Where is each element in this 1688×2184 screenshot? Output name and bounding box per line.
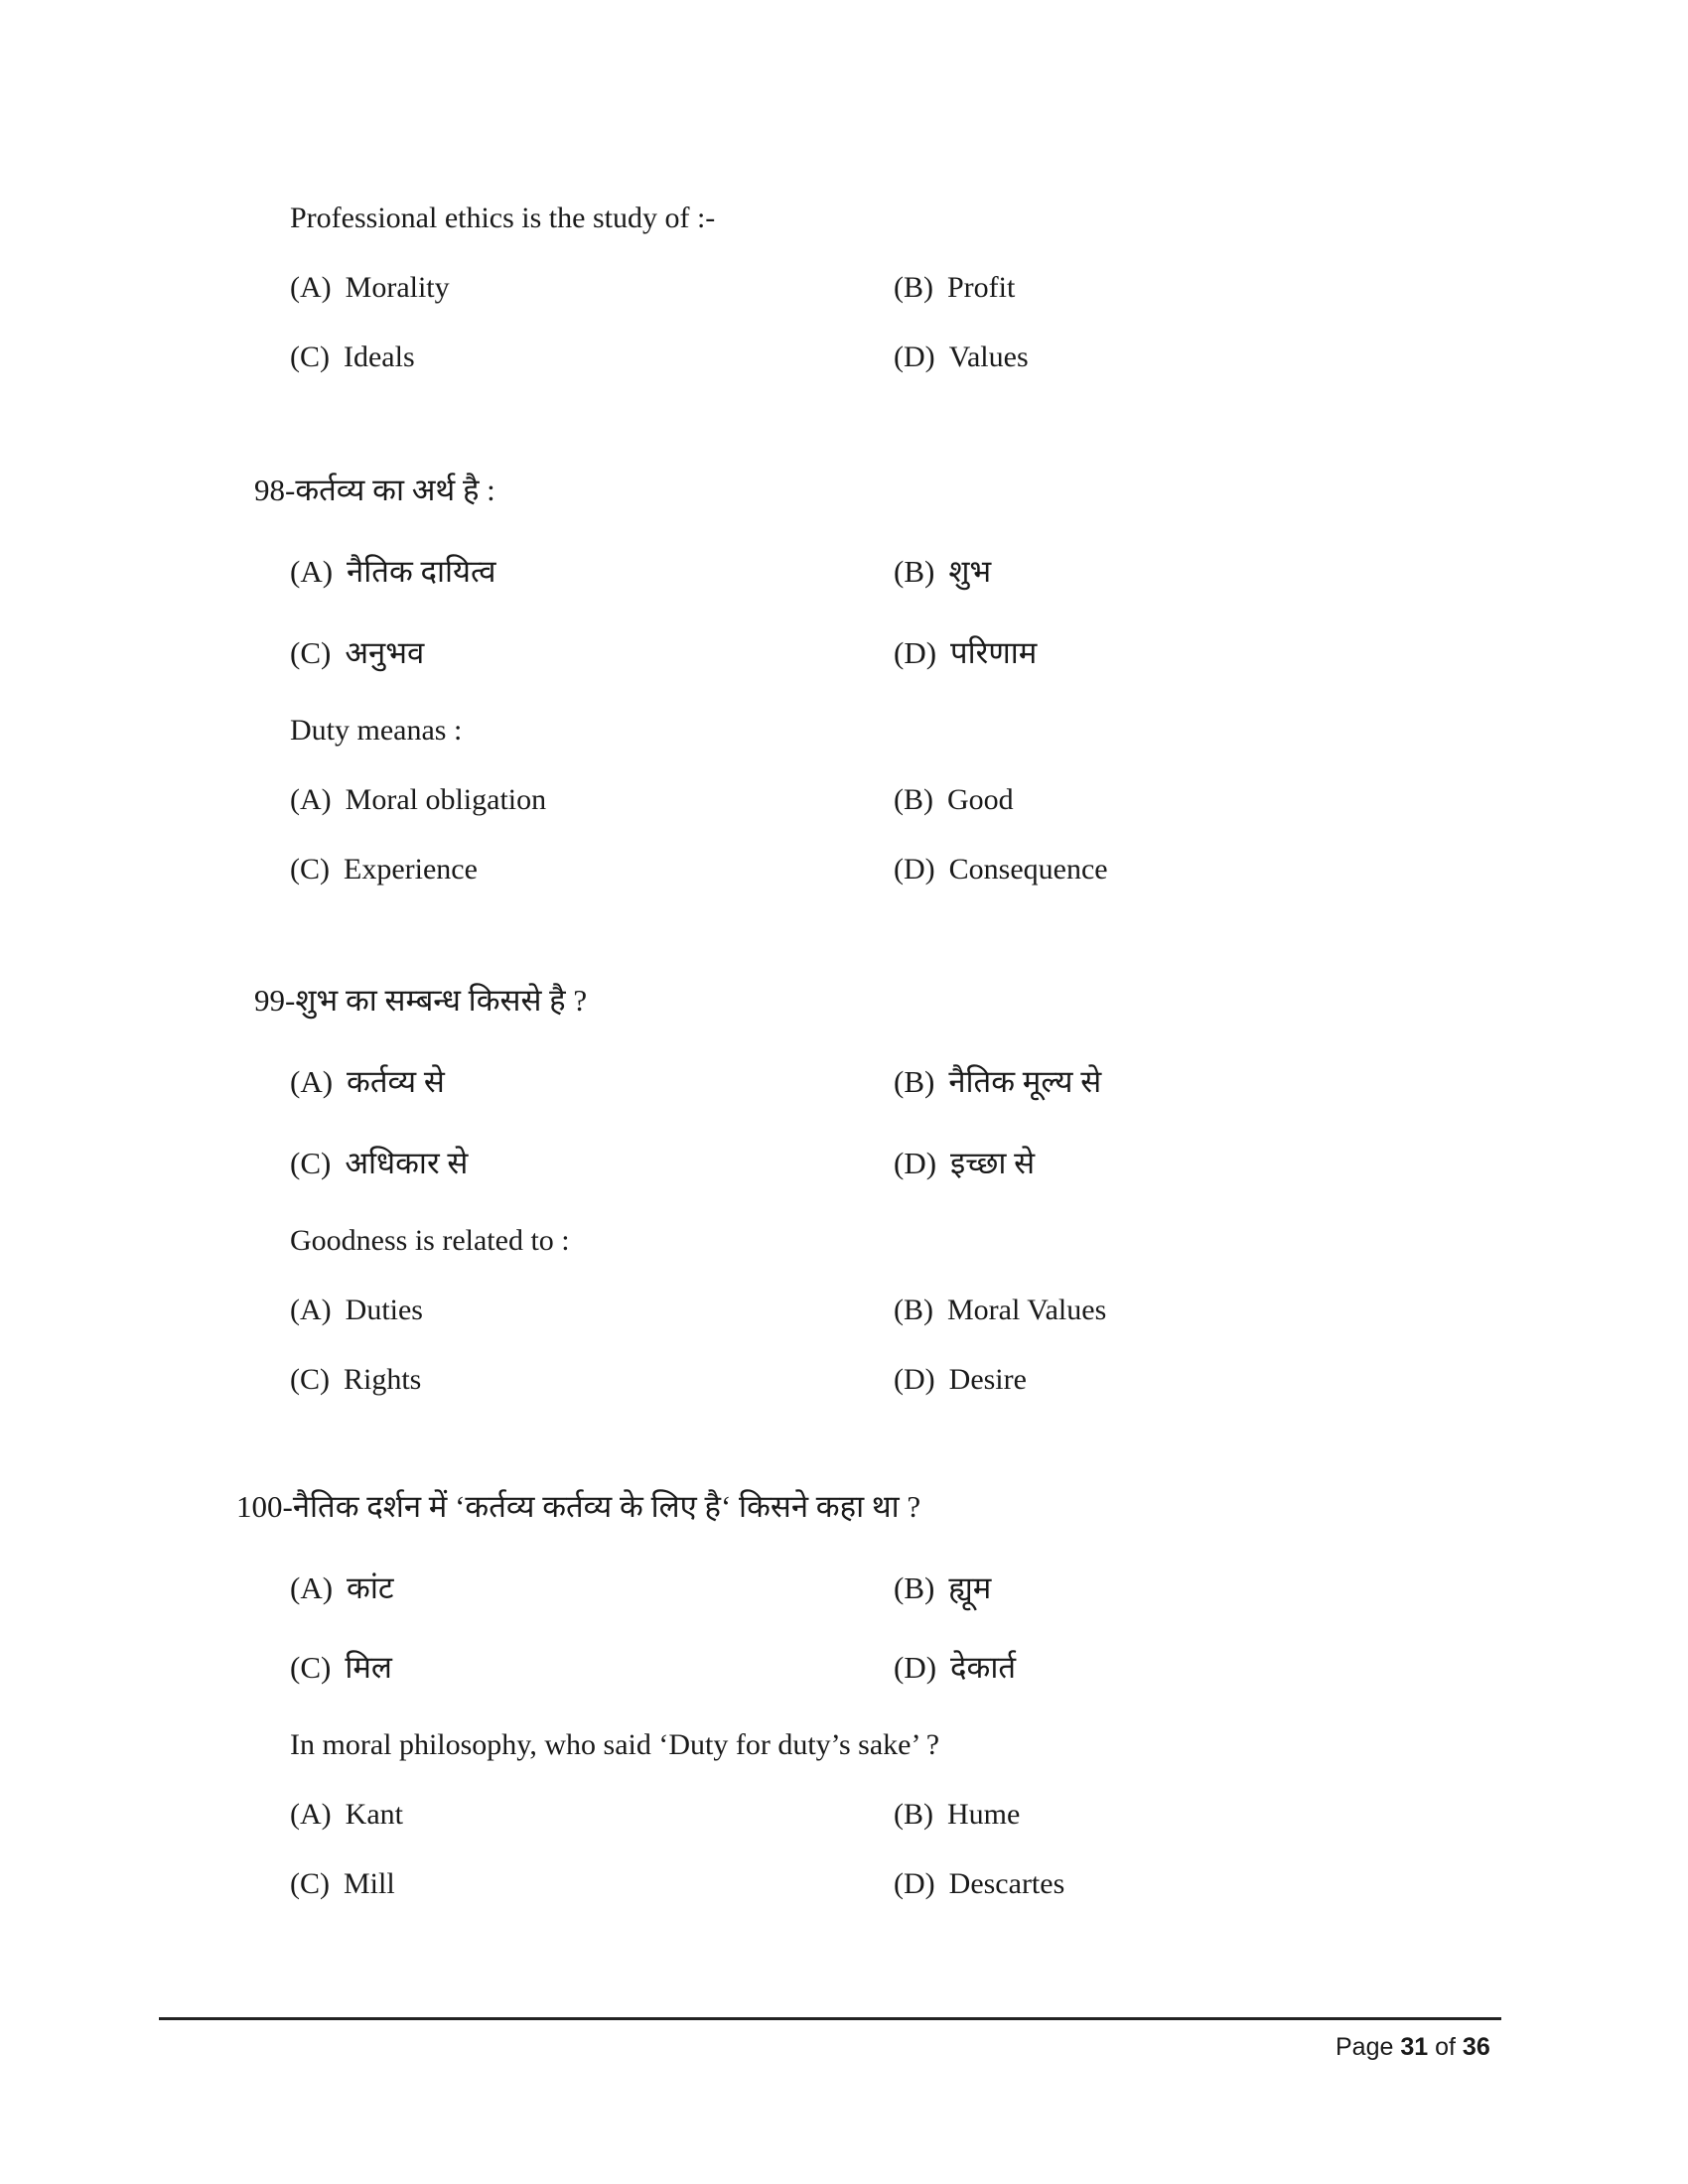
q99-en-option-b: (B) Moral Values bbox=[894, 1294, 1107, 1326]
q97-en-option-d: (D) Values bbox=[894, 341, 1029, 373]
q98-en-option-a: (A) Moral obligation bbox=[290, 783, 547, 816]
q97-en-option-b: (B) Profit bbox=[894, 271, 1016, 304]
q98-hi-option-a: (A) नैतिक दायित्व bbox=[290, 554, 496, 589]
q97-en-option-a: (A) Morality bbox=[290, 271, 450, 304]
page-number: Page 31 of 36 bbox=[1336, 2033, 1490, 2061]
q99-en-option-d: (D) Desire bbox=[894, 1363, 1027, 1396]
q98-en-option-b: (B) Good bbox=[894, 783, 1014, 816]
q99-hi-question: 99-शुभ का सम्बन्ध किससे है ? bbox=[254, 983, 588, 1018]
q100-en-option-b: (B) Hume bbox=[894, 1798, 1021, 1831]
q98-en-option-d: (D) Consequence bbox=[894, 853, 1108, 886]
q98-hi-option-b: (B) शुभ bbox=[894, 554, 992, 589]
q98-hi-question: 98-कर्तव्य का अर्थ है : bbox=[254, 473, 495, 507]
q99-hi-option-a: (A) कर्तव्य से bbox=[290, 1064, 445, 1099]
q99-hi-option-c: (C) अधिकार से bbox=[290, 1146, 469, 1180]
q99-en-question: Goodness is related to : bbox=[290, 1224, 570, 1257]
q100-hi-option-c: (C) मिल bbox=[290, 1650, 392, 1685]
q100-hi-option-b: (B) ह्यूम bbox=[894, 1570, 992, 1605]
q98-en-question: Duty meanas : bbox=[290, 714, 463, 747]
q97-en-option-c: (C) Ideals bbox=[290, 341, 415, 373]
q100-hi-question: 100-नैतिक दर्शन में ‘कर्तव्य कर्तव्य के लिए है‘ किसने कहा था ? bbox=[236, 1489, 921, 1524]
q99-hi-option-d: (D) इच्छा से bbox=[894, 1146, 1036, 1180]
q98-hi-option-d: (D) परिणाम bbox=[894, 635, 1038, 670]
q100-en-option-d: (D) Descartes bbox=[894, 1867, 1065, 1900]
q100-en-option-c: (C) Mill bbox=[290, 1867, 395, 1900]
q100-hi-option-d: (D) देकार्त bbox=[894, 1650, 1017, 1685]
q100-hi-option-a: (A) कांट bbox=[290, 1570, 394, 1605]
q99-en-option-c: (C) Rights bbox=[290, 1363, 422, 1396]
q100-en-option-a: (A) Kant bbox=[290, 1798, 403, 1831]
q99-hi-option-b: (B) नैतिक मूल्य से bbox=[894, 1064, 1102, 1099]
q99-en-option-a: (A) Duties bbox=[290, 1294, 423, 1326]
q98-en-option-c: (C) Experience bbox=[290, 853, 478, 886]
q97-en-question: Professional ethics is the study of :- bbox=[290, 202, 716, 234]
q98-hi-option-c: (C) अनुभव bbox=[290, 635, 425, 670]
footer-divider bbox=[159, 2017, 1501, 2020]
q100-en-question: In moral philosophy, who said ‘Duty for duty’s sake’ ? bbox=[290, 1728, 940, 1761]
